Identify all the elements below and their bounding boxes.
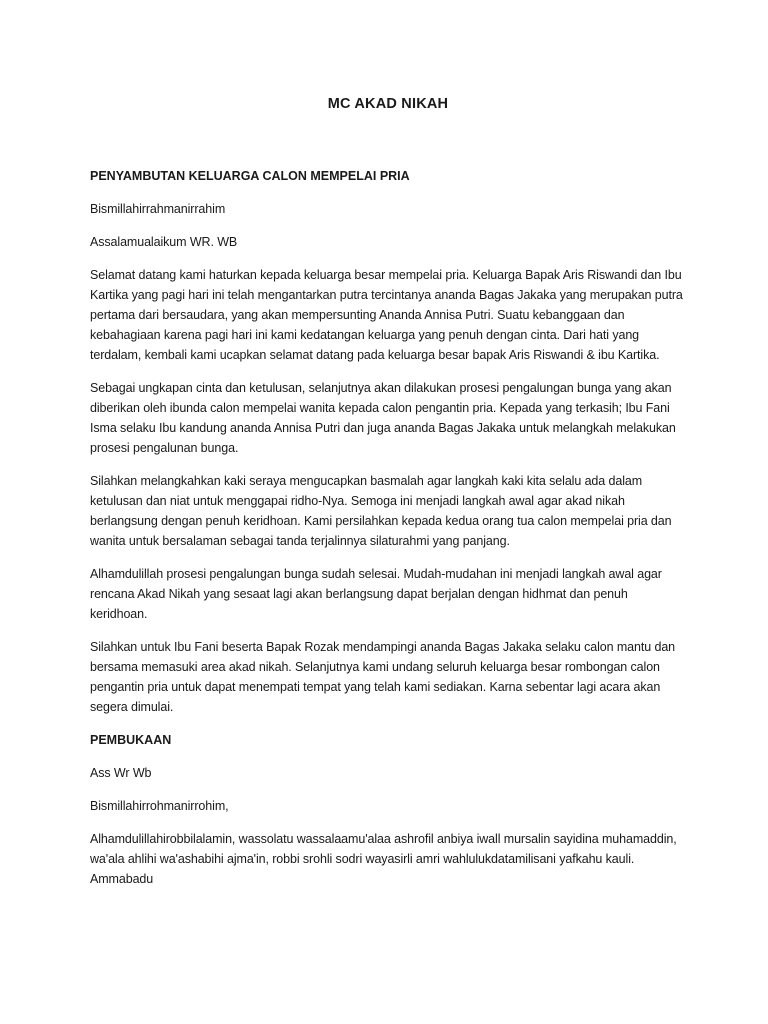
paragraph-hamdalah: Alhamdulillahirobbilalamin, wassolatu wassalaamu'alaa ashrofil anbiya iwall mursalin sayidina muhamaddin, wa'ala ahlihi wa'ashabihi ajma'in, robbi srohli sodri wayasirli amri wahlulukdatamilisani yafkahu kauli. Ammabadu [90,832,677,886]
paragraph-pengalungan-bunga: Sebagai ungkapan cinta dan ketulusan, selanjutnya akan dilakukan prosesi pengalungan bunga yang akan diberikan oleh ibunda calon mempelai wanita kepada calon pengantin pria. Kepada yang terkasih; Ibu Fani Isma selaku Ibu kandung ananda Annisa Putri dan juga ananda Bagas Jakaka untuk melangkah melakukan prosesi pengalunan bunga. [90,381,676,455]
section-heading-penyambutan: PENYAMBUTAN KELUARGA CALON MEMPELAI PRIA [90,169,410,183]
paragraph-salam: Assalamualaikum WR. WB [90,235,238,249]
paragraph-melangkahkan-kaki: Silahkan melangkahkan kaki seraya mengucapkan basmalah agar langkah kaki kita selalu ada dalam ketulusan dan niat untuk menggapai ridho-Nya. Semoga ini menjadi langkah awal agar akad nikah berlangsung dengan penuh keridhoan. Kami persilahkan kepada kedua orang tua calon mempelai pria dan wanita untuk bersalaman sebagai tanda terjalinnya silaturahmi yang panjang. [90,474,672,548]
paragraph-selamat-datang: Selamat datang kami haturkan kepada keluarga besar mempelai pria. Keluarga Bapak Aris Riswandi dan Ibu Kartika yang pagi hari ini telah mengantarkan putra tercintanya ananda Bagas Jakaka yang merupakan putra pertama dari bersaudara, yang akan mempersunting Ananda Annisa Putri. Suatu kebanggaan dan kebahagiaan karena pagi hari ini kami kedatangan keluarga yang penuh dengan cinta. Dari hati yang terdalam, kembali kami ucapkan selamat datang pada keluarga besar bapak Aris Riswandi & ibu Kartika. [90,268,683,362]
paragraph-basmalah: Bismillahirrahmanirrahim [90,202,226,216]
section-heading-pembukaan: PEMBUKAAN [90,733,172,747]
document-title: MC AKAD NIKAH [327,96,449,112]
paragraph-memasuki-area: Silahkan untuk Ibu Fani beserta Bapak Rozak mendampingi ananda Bagas Jakaka selaku calon mantu dan bersama memasuki area akad nikah. Selanjutnya kami undang seluruh keluarga besar rombongan calon pengantin pria untuk dapat menempati tempat yang telah kami sediakan. Karna sebentar lagi acara akan segera dimulai. [90,640,676,714]
document-content [90,94,686,902]
paragraph-ass-wr-wb: Ass Wr Wb [90,766,152,780]
paragraph-bismillah: Bismillahirrohmanirrohim, [90,799,229,813]
paragraph-prosesi-selesai: Alhamdulillah prosesi pengalungan bunga sudah selesai. Mudah-mudahan ini menjadi langkah awal agar rencana Akad Nikah yang sesaat lagi akan berlangsung dapat berjalan dengan hidhmat dan penuh keridhoan. [90,567,662,621]
